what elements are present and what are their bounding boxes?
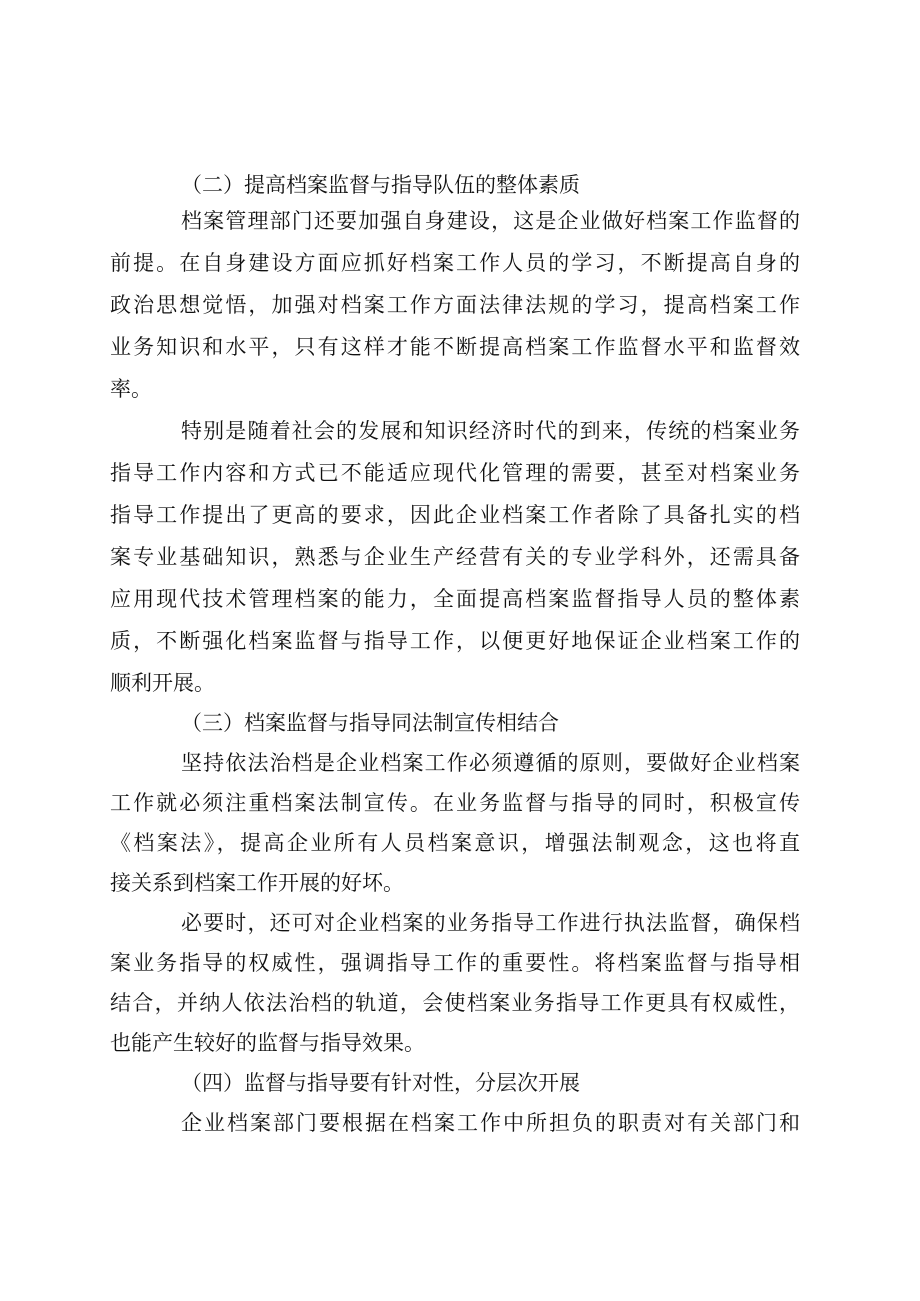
paragraph-line: 坚持依法治档是企业档案工作必须遵循的原则，要做好企业档案 [181,751,800,775]
paragraph-line: 必要时，还可对企业档案的业务指导工作进行执法监督，确保档 [181,911,800,935]
paragraph-line: 企业档案部门要根据在档案工作中所担负的职责对有关部门和 [181,1111,800,1135]
paragraph-line: 应用现代技术管理档案的能力，全面提高档案监督指导人员的整体素 [110,587,800,611]
paragraph-line: 《档案法》，提高企业所有人员档案意识，增强法制观念，这也将直 [110,831,800,855]
paragraph-line: 接关系到档案工作开展的好坏。 [110,871,404,895]
paragraph-line: 结合，并纳人依法治档的轨道，会使档案业务指导工作更具有权威性， [110,991,800,1015]
paragraph-line: 指导工作提出了更高的要求，因此企业档案工作者除了具备扎实的档 [110,503,800,527]
paragraph-line: 特别是随着社会的发展和知识经济时代的到来，传统的档案业务 [181,419,800,443]
paragraph-line: 案专业基础知识，熟悉与企业生产经营有关的专业学科外，还需具备 [110,545,800,569]
paragraph-line: 工作就必须注重档案法制宣传。在业务监督与指导的同时，积极宣传 [110,791,800,815]
paragraph-line: 前提。在自身建设方面应抓好档案工作人员的学习，不断提高自身的 [110,251,800,275]
section-heading-4: （四）监督与指导要有针对性，分层次开展 [181,1071,580,1095]
paragraph-line: 顺利开展。 [110,671,215,695]
paragraph-line: 档案管理部门还要加强自身建设，这是企业做好档案工作监督的 [181,209,800,233]
paragraph-line: 率。 [110,377,152,401]
paragraph-line: 也能产生较好的监督与指导效果。 [110,1031,425,1055]
paragraph-line: 质，不断强化档案监督与指导工作，以便更好地保证企业档案工作的 [110,629,800,653]
section-heading-3: （三）档案监督与指导同法制宣传相结合 [181,711,559,735]
section-heading-2: （二）提高档案监督与指导队伍的整体素质 [181,173,580,197]
paragraph-line: 指导工作内容和方式已不能适应现代化管理的需要，甚至对档案业务 [110,461,800,485]
paragraph-line: 案业务指导的权威性，强调指导工作的重要性。将档案监督与指导相 [110,951,800,975]
paragraph-line: 政治思想觉悟，加强对档案工作方面法律法规的学习，提高档案工作 [110,293,800,317]
paragraph-line: 业务知识和水平，只有这样才能不断提高档案工作监督水平和监督效 [110,335,800,359]
